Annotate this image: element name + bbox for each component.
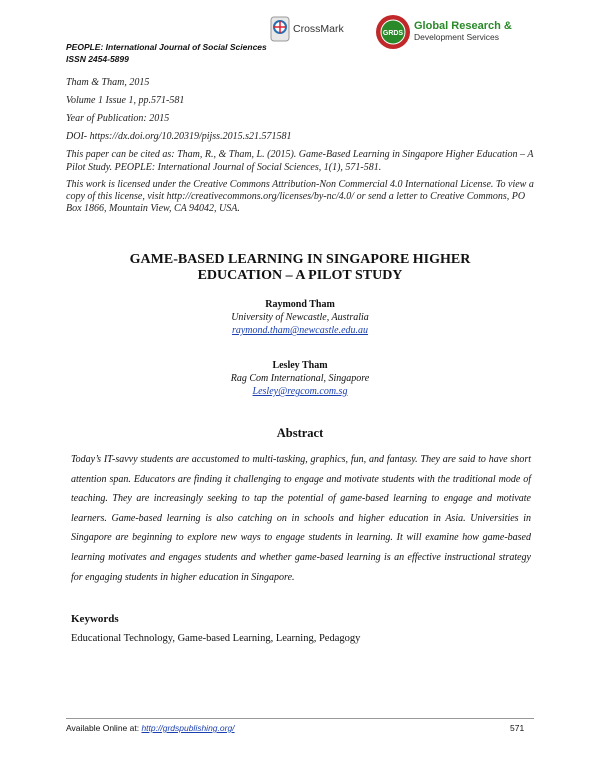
journal-name: PEOPLE: International Journal of Social Sciences xyxy=(66,42,267,52)
footer-url-link[interactable]: http://grdspublishing.org/ xyxy=(141,723,235,733)
author-block xyxy=(0,298,600,337)
title-line-2: EDUCATION – A PILOT STUDY xyxy=(197,268,403,283)
publication-meta xyxy=(66,76,538,220)
meta-authors: Tham & Tham, 2015 xyxy=(66,77,150,88)
page-number: 571 xyxy=(510,723,525,733)
keywords-heading: Keywords xyxy=(71,613,119,625)
author-name: Lesley Tham xyxy=(272,360,328,371)
abstract-text: Today’s IT-savvy students are accustomed to multi-tasking, graphics, fun, and fantasy. They are said to have short attention span. Educators are finding it challenging to engage and motivate students with the traditional mode of teaching. They are increasingly seeking to tap the potential of game-based learning to engage and motivate learners. Game-based learning is also catching on in schools and higher education in Asia. Universities in Singapore are beginning to explore new ways to engage students in learning. It will examine how game-based learning motivates and engages students and whether game-based learning is an effective instructional strategy for engaging students in higher education in Singapore. xyxy=(71,454,531,583)
crossmark-icon xyxy=(270,16,290,42)
author-email-link[interactable]: raymond.tham@newcastle.edu.au xyxy=(231,325,369,336)
footer-available xyxy=(66,723,235,733)
footer-divider xyxy=(66,718,534,719)
crossmark-logo[interactable] xyxy=(270,16,344,42)
grds-badge-text: GRDS xyxy=(382,30,404,37)
meta-license: This work is licensed under the Creative Commons Attribution-Non Commercial 4.0 International License. To view a copy of this license, visit http://creativecommons.org/licenses/by-nc/4.0/ or send a letter to Creative Commons, PO Box 1866, Mountain View, CA 94042, USA. xyxy=(66,179,534,214)
author-affiliation: Rag Com International, Singapore xyxy=(230,373,370,384)
meta-year: Year of Publication: 2015 xyxy=(66,113,170,124)
journal-header xyxy=(66,41,267,65)
abstract-heading: Abstract xyxy=(276,426,324,440)
title-line-1: GAME-BASED LEARNING IN SINGAPORE HIGHER xyxy=(129,252,471,267)
crossmark-label: CrossMark xyxy=(293,23,344,35)
meta-doi: DOI- https://dx.doi.org/10.20319/pijss.2015.s21.571581 xyxy=(66,131,292,142)
journal-issn: ISSN 2454-5899 xyxy=(66,54,129,64)
author-block xyxy=(0,359,600,398)
author-email-link[interactable]: Lesley@regcom.com.sg xyxy=(252,386,348,397)
footer-label: Available Online at: xyxy=(66,723,142,733)
meta-citation: This paper can be cited as: Tham, R., & Tham, L. (2015). Game-Based Learning in Singapore Higher Education – A Pilot Study. PEOPLE: International Journal of Social Sciences, 1(1), 571-581. xyxy=(66,149,534,173)
grds-title: Global Research & xyxy=(414,20,512,32)
grds-logo xyxy=(375,14,512,50)
author-name: Raymond Tham xyxy=(265,299,335,310)
keywords-text: Educational Technology, Game-based Learning, Learning, Pedagogy xyxy=(71,633,361,644)
grds-subtitle: Development Services xyxy=(414,32,500,42)
grds-seal-icon xyxy=(375,14,411,50)
paper-title xyxy=(60,252,540,284)
author-affiliation: University of Newcastle, Australia xyxy=(231,312,369,323)
meta-volume: Volume 1 Issue 1, pp.571-581 xyxy=(66,95,185,106)
